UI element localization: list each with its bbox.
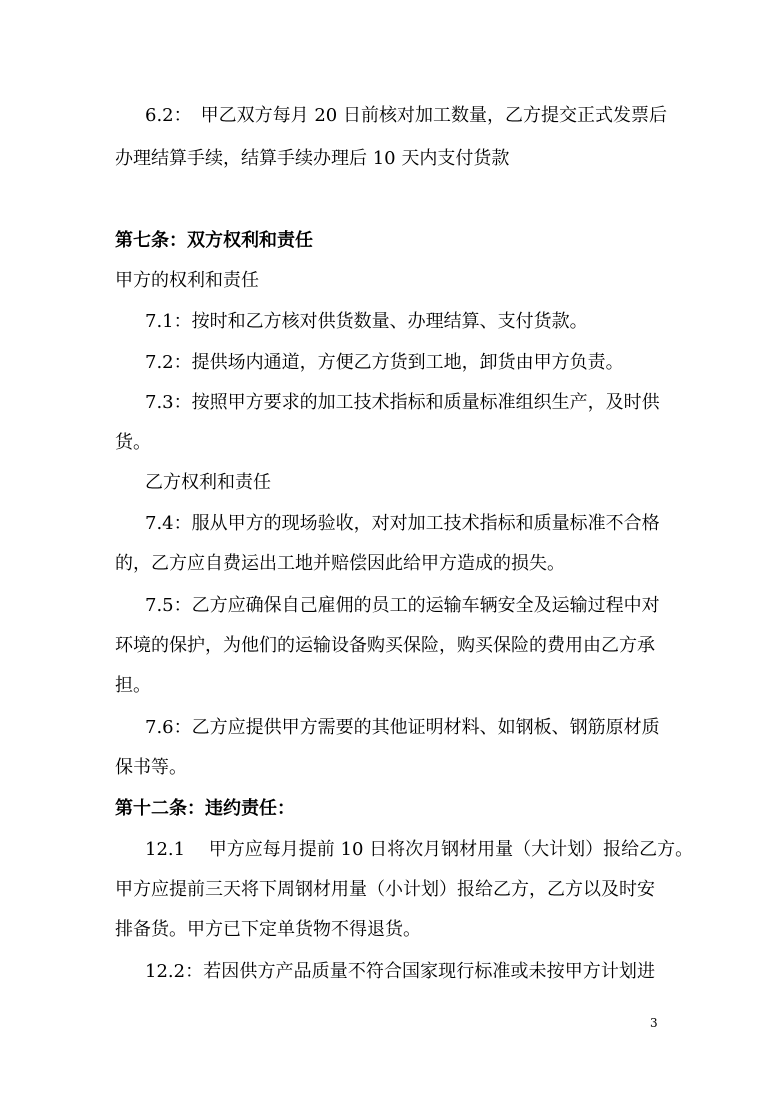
page-number: 3: [650, 1016, 658, 1030]
clause-7-5-line-2: 环境的保护，为他们的运输设备购买保险，购买保险的费用由乙方承: [115, 635, 655, 656]
clause-7-5-line-3: 担。: [115, 675, 151, 696]
clause-6-2-line-1: 6.2： 甲乙双方每月 20 日前核对加工数量，乙方提交正式发票后: [145, 105, 667, 126]
clause-7-3-line-1: 7.3：按照甲方要求的加工技术指标和质量标准组织生产，及时供: [145, 392, 660, 413]
clause-7-5-line-1: 7.5：乙方应确保自己雇佣的员工的运输车辆安全及运输过程中对: [145, 595, 660, 616]
clause-12-2-line-1: 12.2：若因供方产品质量不符合国家现行标准或未按甲方计划进: [145, 961, 655, 982]
article-12-heading: 第十二条：违约责任：: [115, 798, 295, 819]
clause-7-3-line-2: 货。: [115, 432, 151, 453]
clause-7-2: 7.2：提供场内通道，方便乙方货到工地，卸货由甲方负责。: [145, 352, 624, 373]
clause-6-2-line-2: 办理结算手续，结算手续办理后 10 天内支付货款: [115, 148, 510, 169]
article-7-heading: 第七条：双方权利和责任: [115, 230, 313, 251]
clause-7-4-line-2: 的，乙方应自费运出工地并赔偿因此给甲方造成的损失。: [115, 553, 565, 574]
clause-12-1-line-3: 排备货。甲方已下定单货物不得退货。: [115, 919, 421, 940]
party-b-subheading: 乙方权利和责任: [145, 472, 271, 493]
clause-7-6-line-1: 7.6：乙方应提供甲方需要的其他证明材料、如钢板、钢筋原材质: [145, 717, 660, 738]
clause-12-1-line-2: 甲方应提前三天将下周钢材用量（小计划）报给乙方，乙方以及时安: [115, 879, 655, 900]
clause-12-1-line-1: 12.1 甲方应每月提前 10 日将次月钢材用量（大计划）报给乙方。: [145, 839, 694, 860]
clause-7-1: 7.1：按时和乙方核对供货数量、办理结算、支付货款。: [145, 311, 588, 332]
clause-7-4-line-1: 7.4：服从甲方的现场验收，对对加工技术指标和质量标准不合格: [145, 513, 660, 534]
party-a-subheading: 甲方的权利和责任: [115, 270, 259, 291]
clause-7-6-line-2: 保书等。: [115, 757, 187, 778]
